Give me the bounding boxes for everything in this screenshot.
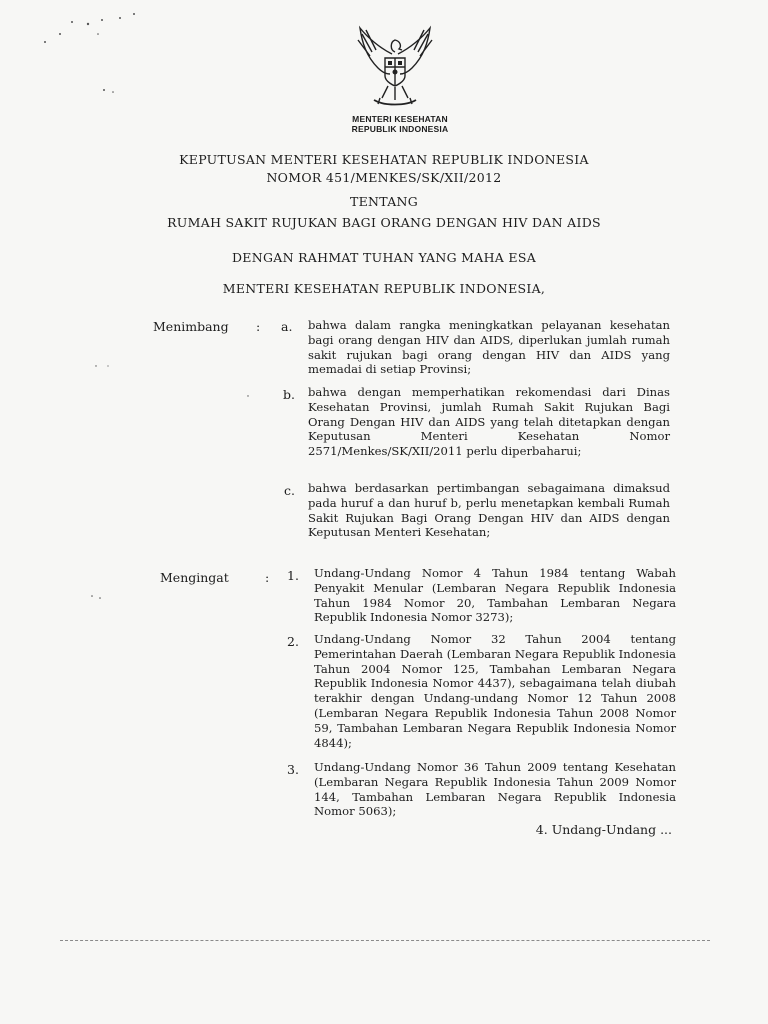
mengingat-clause-3: Undang-Undang Nomor 36 Tahun 2009 tentang Kesehatan (Lembaran Negara Republik Indonesia Tahun 2009 Nomor 144, Tambahan Lembaran Negara Republik Indonesia Nomor 5063); bbox=[314, 760, 676, 819]
menimbang-marker-b: b. bbox=[283, 387, 295, 402]
menimbang-clause-b: bahwa dengan memperhatikan rekomendasi dari Dinas Kesehatan Provinsi, jumlah Rumah Sakit Rujukan Bagi Orang Dengan HIV dan AIDS yang telah ditetapkan dengan Keputusan Menteri Kesehatan Nomor 2571/Menkes/SK/XII/2011 perlu diperbaharui; bbox=[308, 385, 670, 459]
decree-number: NOMOR 451/MENKES/SK/XII/2012 bbox=[266, 170, 502, 185]
mengingat-label: Mengingat bbox=[160, 570, 229, 585]
mengingat-clause-1: Undang-Undang Nomor 4 Tahun 1984 tentang Wabah Penyakit Menular (Lembaran Negara Republik Indonesia Tahun 1984 Nomor 20, Tambahan Lembaran Negara Republik Indonesia Nomor 3273); bbox=[314, 566, 676, 625]
menimbang-marker-c: c. bbox=[284, 483, 295, 498]
issuer-block bbox=[300, 114, 500, 134]
mengingat-marker-3: 3. bbox=[287, 762, 299, 777]
mengingat-marker-1: 1. bbox=[287, 568, 299, 583]
mengingat-marker-2: 2. bbox=[287, 634, 299, 649]
page-continuation: 4. Undang-Undang ... bbox=[535, 822, 672, 837]
decree-title: KEPUTUSAN MENTERI KESEHATAN REPUBLIK INDONESIA bbox=[179, 152, 589, 167]
menimbang-colon: : bbox=[256, 319, 261, 334]
decree-subject: RUMAH SAKIT RUJUKAN BAGI ORANG DENGAN HIV DAN AIDS bbox=[167, 215, 601, 230]
scan-edge-line bbox=[60, 940, 710, 941]
issuer-line-2: REPUBLIK INDONESIA bbox=[351, 124, 449, 134]
mengingat-clause-2: Undang-Undang Nomor 32 Tahun 2004 tentang Pemerintahan Daerah (Lembaran Negara Republik Indonesia Tahun 2004 Nomor 125, Tambahan Lembaran Negara Republik Indonesia Nomor 4437), sebagaimana telah diubah terakhir dengan Undang-undang Nomor 12 Tahun 2008 (Lembaran Negara Republik Indonesia Tahun 2008 Nomor 59, Tambahan Lembaran Negara Republik Indonesia Nomor 4844); bbox=[314, 632, 676, 750]
decree-authority: MENTERI KESEHATAN REPUBLIK INDONESIA, bbox=[222, 281, 546, 296]
decree-about: TENTANG bbox=[349, 194, 419, 209]
decree-invocation: DENGAN RAHMAT TUHAN YANG MAHA ESA bbox=[231, 250, 537, 265]
menimbang-clause-c: bahwa berdasarkan pertimbangan sebagaimana dimaksud pada huruf a dan huruf b, perlu menetapkan kembali Rumah Sakit Rujukan Bagi Orang Dengan HIV dan AIDS dengan Keputusan Menteri Kesehatan; bbox=[308, 481, 670, 540]
mengingat-colon: : bbox=[265, 570, 270, 585]
garuda-emblem bbox=[350, 24, 440, 112]
issuer-line-1: MENTERI KESEHATAN bbox=[352, 114, 448, 124]
menimbang-label: Menimbang bbox=[153, 319, 229, 334]
menimbang-clause-a: bahwa dalam rangka meningkatkan pelayanan kesehatan bagi orang dengan HIV dan AIDS, diperlukan jumlah rumah sakit rujukan bagi orang dengan HIV dan AIDS yang memadai di setiap Provinsi; bbox=[308, 318, 670, 377]
menimbang-marker-a: a. bbox=[281, 319, 293, 334]
